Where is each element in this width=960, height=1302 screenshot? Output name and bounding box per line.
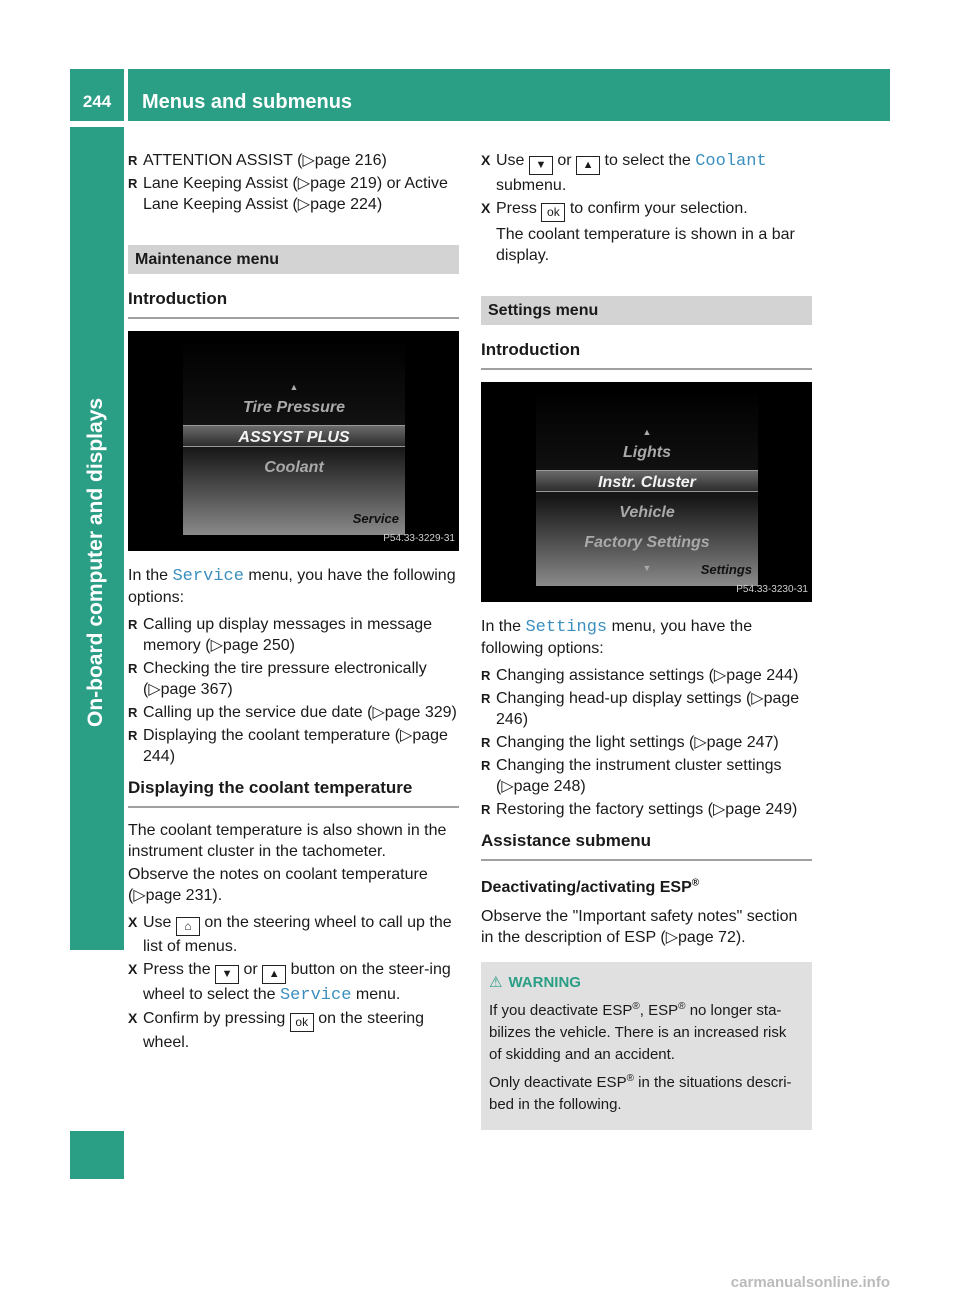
page-ref-icon: ▷ [501,778,514,795]
page-ref[interactable]: page 248) [513,778,586,795]
page-ref[interactable]: page 244) [726,667,799,684]
list-item: R Lane Keeping Assist (▷page 219) or Active Lane Keeping Assist (▷page 224) [128,173,459,215]
registered-mark: ® [691,877,700,889]
page-ref-icon: ▷ [751,690,764,707]
page-ref-icon: ▷ [210,637,223,654]
page-number: 244 [82,92,112,111]
page-ref[interactable]: page 247) [706,734,779,751]
footer-watermark: carmanualsonline.info [730,1274,890,1291]
left-column [128,150,459,1055]
page-ref[interactable]: page 231). [145,887,223,904]
side-tab-label: On-board computer and displays [84,397,107,727]
list-item: R Changing the instrument cluster settings (▷page 248) [481,755,812,797]
list-item: R Restoring the factory settings (▷page 249) [481,799,812,820]
page-ref[interactable]: page 367) [160,681,233,698]
step: X Confirm by pressing ok on the steering wheel. [128,1008,459,1053]
list-item: R Calling up the service due date (▷page 329) [128,702,459,723]
subsection-heading: Displaying the coolant temperature [128,777,459,808]
paragraph: In the Settings menu, you have the following options: [481,618,753,657]
subsection-heading: Introduction [128,288,459,319]
down-key-icon: ▼ [215,965,239,984]
screen-label: Service [352,511,399,526]
subsection-heading: Introduction [481,339,812,370]
warning-triangle-icon: ⚠ [489,974,503,991]
up-key-icon: ▲ [576,156,600,175]
page-ref-icon: ▷ [665,929,679,946]
photo-id: P54.33-3229-31 [383,533,455,544]
list-item: R Checking the tire pressure electronically (▷page 367) [128,658,459,700]
up-arrow-icon: ▲ [289,382,299,392]
right-column [481,150,812,1130]
menu-item: Tire Pressure [243,399,345,416]
page-ref-icon: ▷ [694,734,707,751]
menu-item-selected: Instr. Cluster [598,474,696,491]
warning-title: ⚠ WARNING [489,972,800,994]
page-ref-icon: ▷ [372,704,385,721]
warning-text: Only deactivate ESP® in the situations descri-bed in the following. [489,1073,792,1113]
up-arrow-icon: ▲ [642,427,652,437]
paragraph: The coolant temperature is shown in a bar display. [496,226,795,264]
page-ref[interactable]: page 250) [222,637,295,654]
side-marker [70,1131,124,1179]
page-ref-icon: ▷ [713,667,727,684]
page-ref-icon: ▷ [400,727,413,744]
warning-box [481,962,812,1130]
list-item: R Calling up display messages in message memory (▷page 250) [128,614,459,656]
subsection-heading: Assistance submenu [481,830,812,861]
screen-label: Settings [700,562,752,577]
page-ref[interactable]: page 216) [314,152,387,169]
page-ref[interactable]: page 224) [310,196,383,213]
paragraph: In the Service menu, you have the following options: [128,567,456,606]
up-key-icon: ▲ [262,965,286,984]
page-title: Menus and submenus [142,91,353,113]
settings-menu-screenshot [481,382,812,602]
list-item: R ATTENTION ASSIST (▷page 216) [128,150,459,171]
display-screen [183,339,405,535]
header-separator [124,69,128,121]
paragraph: Observe the notes on coolant temperature (▷page 231). [128,866,428,904]
display-screen [536,390,758,586]
list-item: R Changing assistance settings (▷page 244) [481,665,812,686]
list-item: R Displaying the coolant temperature (▷page 244) [128,725,459,767]
section-heading: Maintenance menu [128,245,459,274]
step: X Press the ▼ or ▲ button on the steer-ing wheel to select the Service menu. [128,959,459,1006]
page-ref[interactable]: page 219) or Active Lane Keeping Assist ( [143,175,448,213]
menu-item: Vehicle [619,504,675,521]
menu-item: Coolant [264,459,324,476]
list-item: R Changing the light settings (▷page 247) [481,732,812,753]
list-item: R Changing head-up display settings (▷page 246) [481,688,812,730]
down-key-icon: ▼ [529,156,553,175]
paragraph: The coolant temperature is also shown in the instrument cluster in the tachometer. [128,822,447,860]
step: X Use ▼ or ▲ to select the Coolant submenu. [481,150,812,196]
page-ref-icon: ▷ [712,801,726,818]
page-ref-icon: ▷ [302,152,315,169]
page-ref[interactable]: page 249) [725,801,798,818]
menu-item: Factory Settings [584,534,710,551]
step: X Use ⌂ on the steering wheel to call up the list of menus. [128,912,459,957]
step: X Press ok to confirm your selection. [481,198,812,222]
paragraph: Observe the "Important safety notes" section in the description of ESP (▷page 72). [481,908,798,946]
warning-text: If you deactivate ESP®, ESP® no longer sta-bilizes the vehicle. There is an increased risk of skidding and an accident. [489,1001,787,1063]
photo-id: P54.33-3230-31 [736,584,808,595]
menu-name: Coolant [695,152,767,171]
page-ref[interactable]: page 329) [384,704,457,721]
page-ref[interactable]: page 244) [143,727,448,765]
ok-key-icon: ok [290,1013,314,1032]
menu-name: Settings [525,618,608,637]
menu-item: Lights [623,444,671,461]
page-ref[interactable]: page 246) [496,690,800,728]
menu-name: Service [279,986,352,1005]
service-menu-screenshot [128,331,459,551]
page-ref-icon: ▷ [148,681,161,698]
page-ref-icon: ▷ [297,196,311,213]
home-key-icon: ⌂ [176,917,200,936]
menu-name: Service [172,567,244,586]
minor-heading: Deactivating/activating ESP® [481,877,700,896]
ok-key-icon: ok [541,203,565,222]
page-ref[interactable]: page 72). [678,929,746,946]
section-heading: Settings menu [481,296,812,325]
page-ref-icon: ▷ [297,175,311,192]
page-ref-icon: ▷ [133,887,146,904]
down-arrow-icon: ▼ [642,563,652,573]
menu-item-selected: ASSYST PLUS [238,429,350,446]
